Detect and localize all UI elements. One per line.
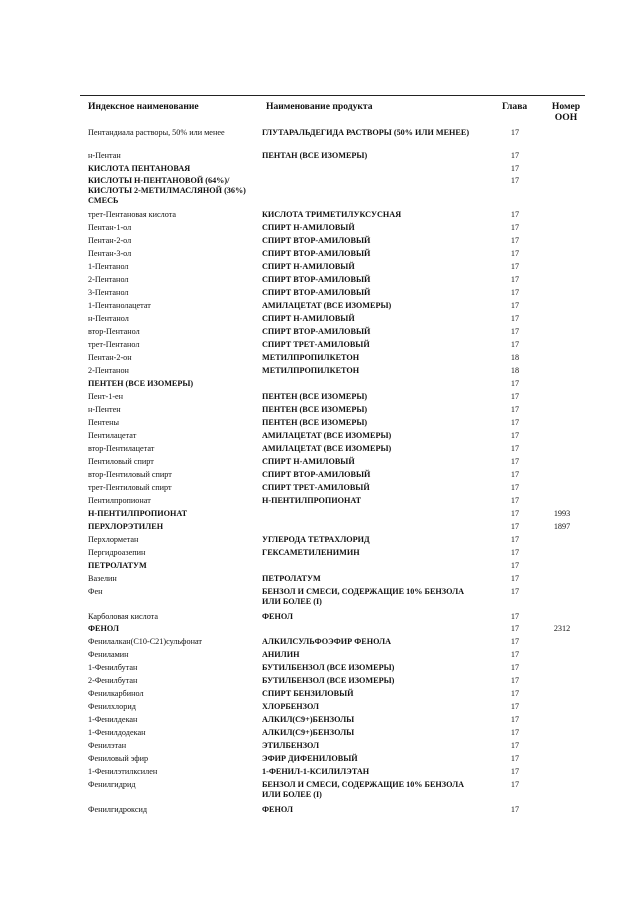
product-name-cell: СПИРТ Н-АМИЛОВЫЙ <box>262 223 355 232</box>
product-name-cell: АНИЛИН <box>262 650 300 659</box>
product-name-cell: ЭФИР ДИФЕНИЛОВЫЙ <box>262 754 358 763</box>
index-name-cell: Вазелин <box>88 574 117 583</box>
index-name-cell: Фениламин <box>88 650 129 659</box>
table-row <box>0 715 640 728</box>
index-name-cell: 1-Пентанол <box>88 262 129 271</box>
chapter-cell: 17 <box>510 715 520 724</box>
table-row <box>0 548 640 561</box>
table-row <box>0 249 640 262</box>
index-name-cell: Фенилкарбинол <box>88 689 144 698</box>
product-name-cell: Н-ПЕНТИЛПРОПИОНАТ <box>262 496 362 505</box>
index-name-cell: Фенилхлорид <box>88 702 136 711</box>
chapter-cell: 17 <box>510 637 520 646</box>
table-row <box>0 275 640 288</box>
index-name-cell: Пентены <box>88 418 120 427</box>
product-name-cell: СПИРТ ВТОР-АМИЛОВЫЙ <box>262 249 371 258</box>
chapter-cell: 18 <box>510 353 520 362</box>
chapter-cell: 17 <box>510 574 520 583</box>
table-row <box>0 327 640 340</box>
table-row <box>0 805 640 818</box>
table-row <box>0 353 640 366</box>
table-row <box>0 176 640 210</box>
product-name-cell: КИСЛОТА ТРИМЕТИЛУКСУСНАЯ <box>262 210 402 219</box>
index-name-cell: н-Пентан <box>88 151 121 160</box>
table-row <box>0 444 640 457</box>
product-name-cell: ПЕТРОЛАТУМ <box>262 574 321 583</box>
index-name-cell: н-Пентанол <box>88 314 129 323</box>
un-number-cell: 2312 <box>553 624 571 633</box>
chapter-cell: 17 <box>510 522 520 531</box>
chapter-cell: 17 <box>510 392 520 401</box>
product-name-cell: ПЕНТЕН (ВСЕ ИЗОМЕРЫ) <box>262 405 368 414</box>
chapter-cell: 17 <box>510 548 520 557</box>
product-name-cell: БЕНЗОЛ И СМЕСИ, СОДЕРЖАЩИЕ 10% БЕНЗОЛА ИЛИ БОЛЕЕ (I) <box>262 780 465 799</box>
product-name-cell: МЕТИЛПРОПИЛКЕТОН <box>262 353 360 362</box>
index-name-cell: ПЕНТЕН (ВСЕ ИЗОМЕРЫ) <box>88 379 194 388</box>
index-name-cell: Пентан-3-ол <box>88 249 132 258</box>
table-row <box>0 637 640 650</box>
chapter-cell: 17 <box>510 624 520 633</box>
chapter-cell: 17 <box>510 535 520 544</box>
product-name-cell: ГЛУТАРАЛЬДЕГИДА РАСТВОРЫ (50% ИЛИ МЕНЕЕ) <box>262 128 470 137</box>
table-row <box>0 780 640 805</box>
column-header-index-name: Индексное наименование <box>88 101 199 112</box>
chapter-cell: 17 <box>510 702 520 711</box>
chapter-cell: 17 <box>510 236 520 245</box>
chapter-cell: 17 <box>510 151 520 160</box>
index-name-cell: Фениловый эфир <box>88 754 149 763</box>
index-name-cell: Пентан-2-ол <box>88 236 132 245</box>
index-name-cell: Перхлорметан <box>88 535 139 544</box>
index-name-cell: Пентандиала растворы, 50% или менее <box>88 128 225 137</box>
product-name-cell: АЛКИЛСУЛЬФОЭФИР ФЕНОЛА <box>262 637 392 646</box>
column-header-un-number: Номер ООН <box>551 101 581 123</box>
chapter-cell: 17 <box>510 164 520 173</box>
chapter-cell: 17 <box>510 444 520 453</box>
table-row <box>0 379 640 392</box>
chapter-cell: 17 <box>510 275 520 284</box>
chapter-cell: 17 <box>510 767 520 776</box>
index-name-cell: Пентан-2-он <box>88 353 132 362</box>
index-name-cell: 1-Фенилдекан <box>88 715 138 724</box>
chapter-cell: 17 <box>510 676 520 685</box>
product-name-cell: МЕТИЛПРОПИЛКЕТОН <box>262 366 360 375</box>
product-name-cell: СПИРТ ВТОР-АМИЛОВЫЙ <box>262 236 371 245</box>
index-name-cell: Фенилгидрид <box>88 780 136 789</box>
index-name-cell: Н-ПЕНТИЛПРОПИОНАТ <box>88 509 188 518</box>
table-row <box>0 587 640 612</box>
index-name-cell: 2-Пентанол <box>88 275 129 284</box>
product-name-cell: СПИРТ ТРЕТ-АМИЛОВЫЙ <box>262 483 370 492</box>
table-row <box>0 509 640 522</box>
chapter-cell: 17 <box>510 805 520 814</box>
product-name-cell: АЛКИЛ(C9+)БЕНЗОЛЫ <box>262 715 355 724</box>
product-name-cell: СПИРТ ВТОР-АМИЛОВЫЙ <box>262 275 371 284</box>
index-name-cell: втор-Пентилацетат <box>88 444 155 453</box>
index-name-cell: Карболовая кислота <box>88 612 158 621</box>
chapter-cell: 17 <box>510 509 520 518</box>
table-row <box>0 457 640 470</box>
header-rule <box>80 95 585 96</box>
chapter-cell: 17 <box>510 780 520 789</box>
index-name-cell: 1-Фенилдодекан <box>88 728 146 737</box>
chapter-cell: 17 <box>510 249 520 258</box>
chapter-cell: 17 <box>510 405 520 414</box>
table-row <box>0 522 640 535</box>
product-name-cell: ПЕНТЕН (ВСЕ ИЗОМЕРЫ) <box>262 418 368 427</box>
product-name-cell: СПИРТ ТРЕТ-АМИЛОВЫЙ <box>262 340 370 349</box>
table-row <box>0 151 640 164</box>
index-name-cell: Фенилэтан <box>88 741 127 750</box>
table-row <box>0 702 640 715</box>
index-name-cell: Фенилгидроксид <box>88 805 147 814</box>
table-row <box>0 366 640 379</box>
index-name-cell: КИСЛОТЫ Н-ПЕНТАНОВОЙ (64%)/ КИСЛОТЫ 2-МЕТИЛМАСЛЯНОЙ (36%) СМЕСЬ <box>88 176 246 205</box>
product-name-cell: ГЕКСАМЕТИЛЕНИМИН <box>262 548 360 557</box>
table-row <box>0 767 640 780</box>
table-row <box>0 741 640 754</box>
column-header-product-name: Наименование продукта <box>266 101 373 112</box>
index-name-cell: Пентан-1-ол <box>88 223 132 232</box>
table-row <box>0 392 640 405</box>
table-row <box>0 663 640 676</box>
index-name-cell: Фенилалкан(C10-C21)сульфонат <box>88 637 202 646</box>
chapter-cell: 17 <box>510 431 520 440</box>
table-row <box>0 728 640 741</box>
chapter-cell: 17 <box>510 176 520 185</box>
product-name-cell: СПИРТ ВТОР-АМИЛОВЫЙ <box>262 470 371 479</box>
column-header-chapter: Глава <box>502 101 528 112</box>
product-name-cell: СПИРТ Н-АМИЛОВЫЙ <box>262 457 355 466</box>
table-row <box>0 612 640 624</box>
table-row <box>0 574 640 587</box>
index-name-cell: Пергидроазепин <box>88 548 146 557</box>
index-name-cell: ПЕРХЛОРЭТИЛЕН <box>88 522 164 531</box>
index-name-cell: трет-Пентановая кислота <box>88 210 177 219</box>
table-row <box>0 128 640 151</box>
table-row <box>0 405 640 418</box>
table-row <box>0 340 640 353</box>
chapter-cell: 17 <box>510 741 520 750</box>
index-name-cell: Пентиловый спирт <box>88 457 154 466</box>
index-name-cell: 1-Фенилбутан <box>88 663 138 672</box>
table-row <box>0 301 640 314</box>
product-name-cell: АМИЛАЦЕТАТ (ВСЕ ИЗОМЕРЫ) <box>262 444 392 453</box>
product-name-cell: ПЕНТЕН (ВСЕ ИЗОМЕРЫ) <box>262 392 368 401</box>
table-row <box>0 470 640 483</box>
index-name-cell: Пент-1-ен <box>88 392 124 401</box>
table-row <box>0 236 640 249</box>
product-name-cell: СПИРТ ВТОР-АМИЛОВЫЙ <box>262 327 371 336</box>
product-name-cell: УГЛЕРОДА ТЕТРАХЛОРИД <box>262 535 370 544</box>
chapter-cell: 17 <box>510 470 520 479</box>
chapter-cell: 17 <box>510 728 520 737</box>
chapter-cell: 17 <box>510 496 520 505</box>
product-name-cell: ФЕНОЛ <box>262 805 293 814</box>
product-name-cell: БУТИЛБЕНЗОЛ (ВСЕ ИЗОМЕРЫ) <box>262 663 395 672</box>
product-name-cell: АМИЛАЦЕТАТ (ВСЕ ИЗОМЕРЫ) <box>262 431 392 440</box>
product-name-cell: АМИЛАЦЕТАТ (ВСЕ ИЗОМЕРЫ) <box>262 301 392 310</box>
table-row <box>0 676 640 689</box>
product-name-cell: СПИРТ Н-АМИЛОВЫЙ <box>262 314 355 323</box>
chapter-cell: 17 <box>510 754 520 763</box>
table-row <box>0 418 640 431</box>
chapter-cell: 17 <box>510 587 520 596</box>
product-name-cell: ФЕНОЛ <box>262 612 293 621</box>
index-name-cell: втор-Пентанол <box>88 327 140 336</box>
index-name-cell: Фен <box>88 587 103 596</box>
product-name-cell: СПИРТ БЕНЗИЛОВЫЙ <box>262 689 354 698</box>
chapter-cell: 17 <box>510 561 520 570</box>
product-name-cell: БУТИЛБЕНЗОЛ (ВСЕ ИЗОМЕРЫ) <box>262 676 395 685</box>
chapter-cell: 17 <box>510 650 520 659</box>
chapter-cell: 18 <box>510 366 520 375</box>
chapter-cell: 17 <box>510 223 520 232</box>
product-name-cell: 1-ФЕНИЛ-1-КСИЛИЛЭТАН <box>262 767 370 776</box>
table-row <box>0 262 640 275</box>
table-row <box>0 754 640 767</box>
chapter-cell: 17 <box>510 262 520 271</box>
index-name-cell: втор-Пентиловый спирт <box>88 470 172 479</box>
index-name-cell: Пентилпропионат <box>88 496 151 505</box>
index-name-cell: 2-Пентанон <box>88 366 129 375</box>
index-name-cell: Пентилацетат <box>88 431 137 440</box>
product-name-cell: ЭТИЛБЕНЗОЛ <box>262 741 320 750</box>
table-row <box>0 689 640 702</box>
product-name-cell: СПИРТ ВТОР-АМИЛОВЫЙ <box>262 288 371 297</box>
table-row <box>0 164 640 176</box>
index-name-cell: 3-Пентанол <box>88 288 129 297</box>
product-name-cell: БЕНЗОЛ И СМЕСИ, СОДЕРЖАЩИЕ 10% БЕНЗОЛА ИЛИ БОЛЕЕ (I) <box>262 587 465 606</box>
table-row <box>0 624 640 637</box>
table-row <box>0 431 640 444</box>
index-name-cell: КИСЛОТА ПЕНТАНОВАЯ <box>88 164 191 173</box>
table-row <box>0 483 640 496</box>
product-name-cell: ХЛОРБЕНЗОЛ <box>262 702 320 711</box>
table-row <box>0 210 640 223</box>
table-row <box>0 314 640 327</box>
chapter-cell: 17 <box>510 210 520 219</box>
index-table-body <box>0 128 640 818</box>
chapter-cell: 17 <box>510 457 520 466</box>
chapter-cell: 17 <box>510 128 520 137</box>
chapter-cell: 17 <box>510 340 520 349</box>
chapter-cell: 17 <box>510 418 520 427</box>
chapter-cell: 17 <box>510 327 520 336</box>
index-name-cell: ПЕТРОЛАТУМ <box>88 561 147 570</box>
index-name-cell: 1-Фенилэтилксилен <box>88 767 158 776</box>
table-row <box>0 650 640 663</box>
chapter-cell: 17 <box>510 483 520 492</box>
table-row <box>0 496 640 509</box>
index-name-cell: трет-Пентиловый спирт <box>88 483 172 492</box>
index-name-cell: 1-Пентанолацетат <box>88 301 151 310</box>
table-row <box>0 535 640 548</box>
chapter-cell: 17 <box>510 663 520 672</box>
index-name-cell: 2-Фенилбутан <box>88 676 138 685</box>
table-row <box>0 561 640 574</box>
un-number-cell: 1897 <box>553 522 571 531</box>
chapter-cell: 17 <box>510 301 520 310</box>
chapter-cell: 17 <box>510 288 520 297</box>
chapter-cell: 17 <box>510 379 520 388</box>
index-name-cell: н-Пентен <box>88 405 121 414</box>
product-name-cell: СПИРТ Н-АМИЛОВЫЙ <box>262 262 355 271</box>
chapter-cell: 17 <box>510 689 520 698</box>
table-row <box>0 288 640 301</box>
index-name-cell: ФЕНОЛ <box>88 624 119 633</box>
un-number-cell: 1993 <box>553 509 571 518</box>
index-name-cell: трет-Пентанол <box>88 340 140 349</box>
chapter-cell: 17 <box>510 612 520 621</box>
product-name-cell: АЛКИЛ(C9+)БЕНЗОЛЫ <box>262 728 355 737</box>
table-row <box>0 223 640 236</box>
product-name-cell: ПЕНТАН (ВСЕ ИЗОМЕРЫ) <box>262 151 368 160</box>
chapter-cell: 17 <box>510 314 520 323</box>
